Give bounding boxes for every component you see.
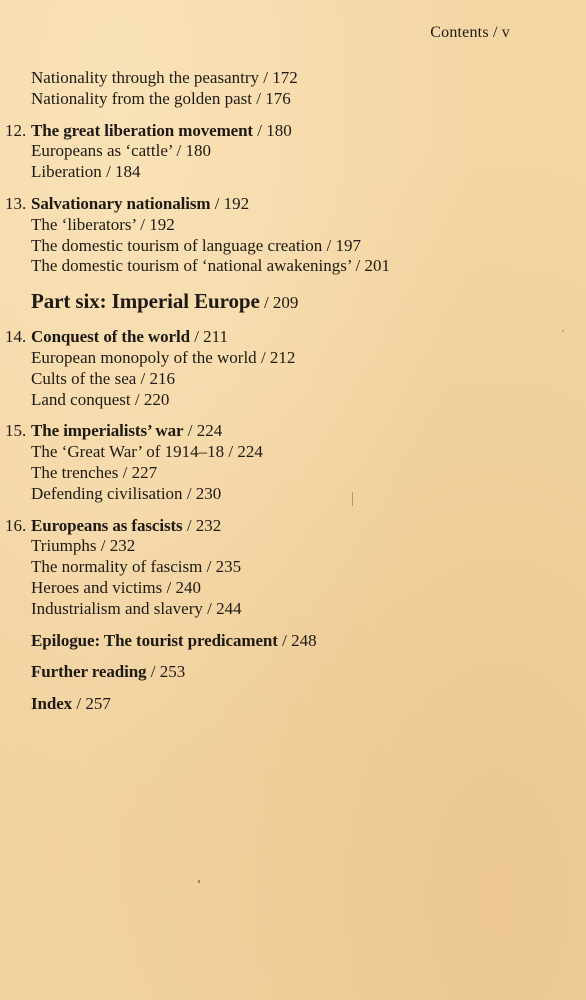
back-matter-title: Index <box>31 694 73 714</box>
chapter-number: 16. <box>5 515 27 535</box>
toc-entry <box>0 442 560 463</box>
chapter-heading <box>0 516 560 537</box>
table-of-contents <box>0 68 560 726</box>
part-heading <box>0 288 560 316</box>
page-separator: / <box>202 557 216 577</box>
chapter-16 <box>0 516 560 620</box>
chapter-12 <box>0 121 560 183</box>
toc-entry <box>0 236 560 257</box>
chapter-title: The imperialists’ war <box>31 421 184 441</box>
chapter-heading <box>0 421 560 442</box>
chapter-number: 15. <box>5 421 27 441</box>
toc-entry <box>0 348 560 369</box>
entry-page: 192 <box>149 214 175 234</box>
entry-page: 230 <box>195 483 222 503</box>
page-separator: / <box>202 598 217 618</box>
entry-title: European monopoly of the world <box>31 347 257 367</box>
back-matter-title: Further reading <box>31 662 147 682</box>
page-separator: / <box>210 193 224 213</box>
page-separator: / <box>136 368 150 388</box>
entry-page: 235 <box>215 557 242 577</box>
page-separator: / <box>351 256 365 276</box>
page-separator: / <box>189 327 204 347</box>
page-separator: / <box>135 214 150 234</box>
paper-speck <box>352 492 353 506</box>
toc-entry <box>0 484 560 505</box>
chapter-title: The great liberation movement <box>31 120 253 140</box>
entry-page: 244 <box>216 598 242 618</box>
chapter-15 <box>0 421 560 504</box>
page-separator: / <box>72 694 86 714</box>
entry-title: Nationality through the peasantry <box>31 68 260 87</box>
page-separator: / <box>183 421 197 441</box>
toc-entry <box>0 89 560 110</box>
entry-title: The domestic tourism of ‘national awakenings’ <box>31 256 352 276</box>
page-separator: / <box>322 235 336 255</box>
page-separator: / <box>182 483 196 503</box>
page-separator: / <box>277 630 292 650</box>
toc-entry <box>0 536 560 557</box>
entry-page: 180 <box>185 141 212 161</box>
chapter-page: 232 <box>195 515 222 535</box>
entry-title: The normality of fascism <box>31 557 203 577</box>
paper-speck <box>562 330 564 332</box>
entry-page: 232 <box>109 536 136 556</box>
entry-title: The trenches <box>31 462 119 482</box>
page-separator: / <box>130 389 144 409</box>
entry-title: Nationality from the golden past <box>31 88 252 108</box>
entry-page: 216 <box>149 368 176 388</box>
entry-page: 220 <box>143 389 170 409</box>
chapter-title: Conquest of the world <box>31 327 190 347</box>
toc-entry <box>0 390 560 411</box>
back-matter-epilogue <box>0 631 560 652</box>
chapter-page: 224 <box>196 421 223 441</box>
back-matter-page: 253 <box>159 662 186 682</box>
chapter-number: 14. <box>5 327 27 347</box>
page-separator: / <box>101 162 116 182</box>
chapter-title: Europeans as fascists <box>31 515 183 535</box>
running-head: Contents / v <box>430 24 510 41</box>
chapter-title: Salvationary nationalism <box>31 193 211 213</box>
page-separator: / <box>118 462 132 482</box>
chapter-14 <box>0 327 560 410</box>
back-matter-further-reading <box>0 662 560 683</box>
page-separator: / <box>182 515 196 535</box>
back-matter-page: 257 <box>85 694 111 714</box>
entry-page: 201 <box>364 256 390 276</box>
toc-entry <box>0 256 560 277</box>
page-separator: / <box>224 442 238 462</box>
toc-entry <box>0 141 560 162</box>
entry-title: Triumphs <box>31 536 97 556</box>
entry-page: 176 <box>265 88 291 108</box>
entry-page: 212 <box>269 347 296 367</box>
back-matter-page: 248 <box>291 630 317 650</box>
page-separator: / <box>256 347 270 367</box>
entry-title: Industrialism and slavery <box>31 598 203 618</box>
chapter-number: 12. <box>5 120 27 140</box>
page-separator: / <box>251 88 266 108</box>
page-separator: / <box>253 120 267 140</box>
page-separator: / <box>172 141 186 161</box>
chapter-page: 211 <box>203 327 229 347</box>
chapter-number: 13. <box>5 193 27 213</box>
page-separator: / <box>146 662 160 682</box>
chapter-page: 180 <box>266 120 292 140</box>
back-matter-index <box>0 694 560 715</box>
toc-entry <box>0 162 560 183</box>
entry-title: The ‘Great War’ of 1914–18 <box>31 442 225 462</box>
entry-page: 172 <box>272 68 298 87</box>
entry-title: Cults of the sea <box>31 368 137 388</box>
entry-title: The domestic tourism of language creation <box>31 235 323 255</box>
toc-entry <box>0 578 560 599</box>
toc-entry <box>0 369 560 390</box>
part-page: 209 <box>272 293 299 313</box>
entry-page: 240 <box>175 577 201 597</box>
page-separator: / <box>96 536 110 556</box>
page-separator: / <box>162 577 176 597</box>
toc-entry <box>0 68 560 89</box>
entry-title: Liberation <box>31 162 102 182</box>
toc-entry <box>0 463 560 484</box>
page-separator: / <box>259 68 273 87</box>
paper-speck <box>198 880 200 883</box>
chapter-heading <box>0 327 560 348</box>
entry-title: The ‘liberators’ <box>31 214 136 234</box>
entry-title: Defending civilisation <box>31 483 183 503</box>
entry-title: Heroes and victims <box>31 577 163 597</box>
entry-title: Land conquest <box>31 389 131 409</box>
entry-page: 227 <box>131 462 158 482</box>
chapter-13 <box>0 194 560 277</box>
toc-entry <box>0 215 560 236</box>
back-matter-title: Epilogue: The tourist predicament <box>31 630 278 650</box>
entry-page: 184 <box>115 162 141 182</box>
part-title: Part six: Imperial Europe <box>31 289 260 314</box>
chapter-heading <box>0 121 560 142</box>
entry-page: 197 <box>335 235 362 255</box>
entry-title: Europeans as ‘cattle’ <box>31 141 173 161</box>
chapter-page: 192 <box>223 193 250 213</box>
toc-entry <box>0 599 560 620</box>
entry-page: 224 <box>237 442 263 462</box>
continued-section <box>0 68 560 110</box>
page-separator: / <box>259 293 273 313</box>
toc-entry <box>0 557 560 578</box>
chapter-heading <box>0 194 560 215</box>
